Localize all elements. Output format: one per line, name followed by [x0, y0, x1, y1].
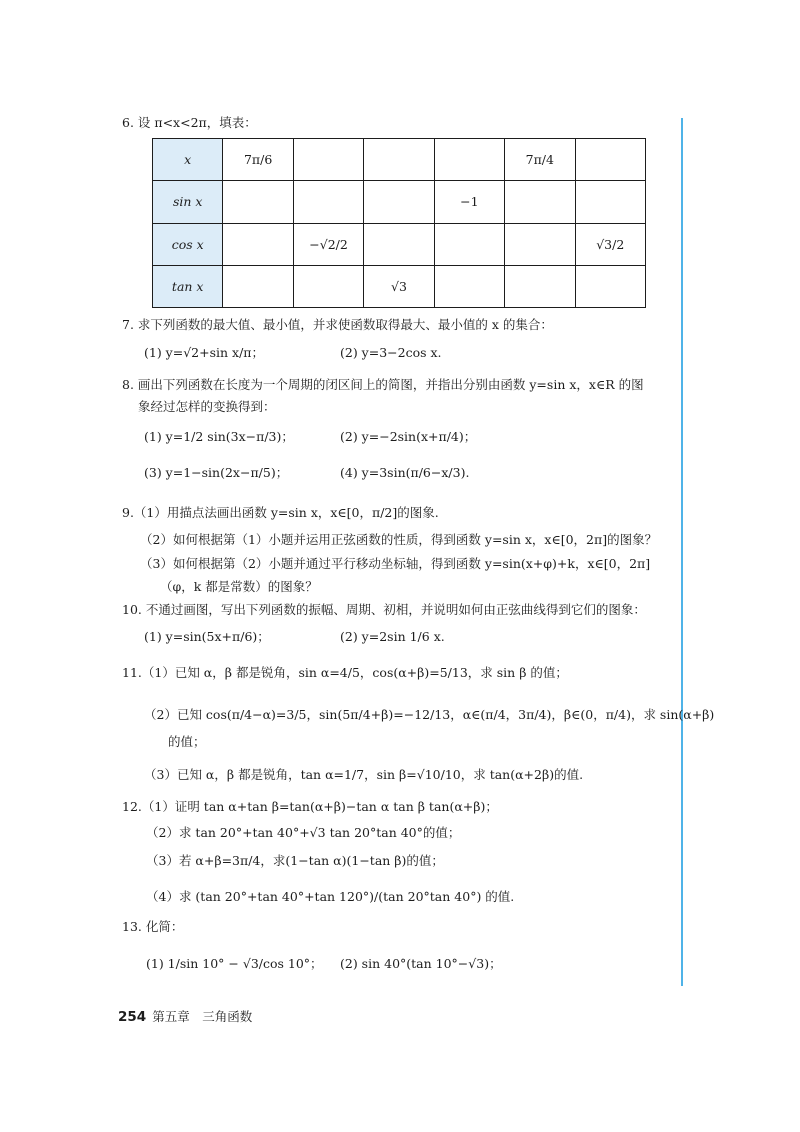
page-number: 254	[118, 1009, 147, 1025]
table-cell: x	[153, 139, 223, 181]
table-cell	[293, 265, 363, 307]
q8-part2: (2) y=−2sin(x+π/4)；	[340, 429, 477, 444]
q13-label: 13. 化简：	[122, 919, 184, 934]
q13-part2: (2) sin 40°(tan 10°−√3)；	[340, 956, 502, 971]
q12-part4: （4）求 (tan 20°+tan 40°+tan 120°)/(tan 20°tan 40°) 的值.	[146, 889, 515, 904]
table-cell	[364, 139, 434, 181]
q8-part1: (1) y=1/2 sin(3x−π/3)；	[144, 429, 294, 444]
q13-part1: (1) 1/sin 10° − √3/cos 10°；	[146, 956, 323, 971]
table-cell	[364, 181, 434, 223]
fill-table	[152, 138, 646, 308]
table-cell: tan x	[153, 265, 223, 307]
table-cell: √3	[364, 265, 434, 307]
q11-part3: （3）已知 α，β 都是锐角，tan α=1/7，sin β=√10/10，求 tan(α+2β)的值.	[144, 767, 584, 782]
table-cell	[364, 223, 434, 265]
table-cell	[434, 265, 504, 307]
q9-part3-cont: （φ，k 都是常数）的图象？	[160, 579, 318, 594]
q10-label: 10. 不通过画图，写出下列函数的振幅、周期、初相，并说明如何由正弦曲线得到它们的图象：	[122, 602, 646, 617]
table-cell	[505, 265, 575, 307]
page-footer	[118, 1007, 252, 1025]
q7-part2: (2) y=3−2cos x.	[340, 345, 442, 360]
table-cell	[575, 139, 645, 181]
q12-part3: （3）若 α+β=3π/4，求(1−tan α)(1−tan β)的值；	[146, 853, 444, 868]
q7-label: 7. 求下列函数的最大值、最小值，并求使函数取得最大、最小值的 x 的集合：	[122, 317, 553, 332]
table-row	[153, 181, 646, 223]
q12-part1: 12.（1）证明 tan α+tan β=tan(α+β)−tan α tan β tan(α+β)；	[122, 799, 498, 814]
table-cell	[223, 223, 293, 265]
table-cell	[434, 139, 504, 181]
table-cell: −√2/2	[293, 223, 363, 265]
table-cell: 7π/4	[505, 139, 575, 181]
margin-rule	[681, 118, 683, 986]
q9-part3: （3）如何根据第（2）小题并通过平行移动坐标轴，得到函数 y=sin(x+φ)+k，x∈[0，2π]	[140, 556, 651, 571]
q10-part1: (1) y=sin(5x+π/6)；	[144, 629, 270, 644]
q8-label-line2: 象经过怎样的变换得到：	[138, 399, 276, 414]
q11-part2-cont: 的值；	[168, 734, 206, 749]
table-cell: √3/2	[575, 223, 645, 265]
table-cell: sin x	[153, 181, 223, 223]
table-cell: −1	[434, 181, 504, 223]
table-cell	[293, 181, 363, 223]
q6-label: 6. 设 π<x<2π，填表：	[122, 115, 257, 130]
q9-part2: （2）如何根据第（1）小题并运用正弦函数的性质，得到函数 y=sin x，x∈[0，2π]的图象？	[140, 532, 658, 547]
table-cell	[293, 139, 363, 181]
table-cell	[575, 265, 645, 307]
table-cell: cos x	[153, 223, 223, 265]
chapter-title: 第五章 三角函数	[152, 1009, 253, 1024]
table-cell	[223, 181, 293, 223]
table-row	[153, 265, 646, 307]
q8-part4: (4) y=3sin(π/6−x/3).	[340, 465, 470, 480]
table-row	[153, 223, 646, 265]
table-cell: 7π/6	[223, 139, 293, 181]
q9-part1: 9.（1）用描点法画出函数 y=sin x，x∈[0，π/2]的图象.	[122, 505, 439, 520]
table-row	[153, 139, 646, 181]
q8-part3: (3) y=1−sin(2x−π/5)；	[144, 465, 289, 480]
q7-part1: (1) y=√2+sin x/π；	[144, 345, 265, 360]
table-cell	[505, 223, 575, 265]
table-cell	[575, 181, 645, 223]
q8-label-line1: 8. 画出下列函数在长度为一个周期的闭区间上的简图，并指出分别由函数 y=sin x，x∈R 的图	[122, 377, 644, 392]
table-cell	[223, 265, 293, 307]
table-cell	[434, 223, 504, 265]
q12-part2: （2）求 tan 20°+tan 40°+√3 tan 20°tan 40°的值；	[146, 825, 461, 840]
q10-part2: (2) y=2sin 1/6 x.	[340, 629, 445, 644]
q11-part1: 11.（1）已知 α，β 都是锐角，sin α=4/5，cos(α+β)=5/13，求 sin β 的值；	[122, 665, 568, 680]
q11-part2: （2）已知 cos(π/4−α)=3/5，sin(5π/4+β)=−12/13，α∈(π/4，3π/4)，β∈(0，π/4)，求 sin(α+β)	[144, 707, 715, 722]
table-cell	[505, 181, 575, 223]
